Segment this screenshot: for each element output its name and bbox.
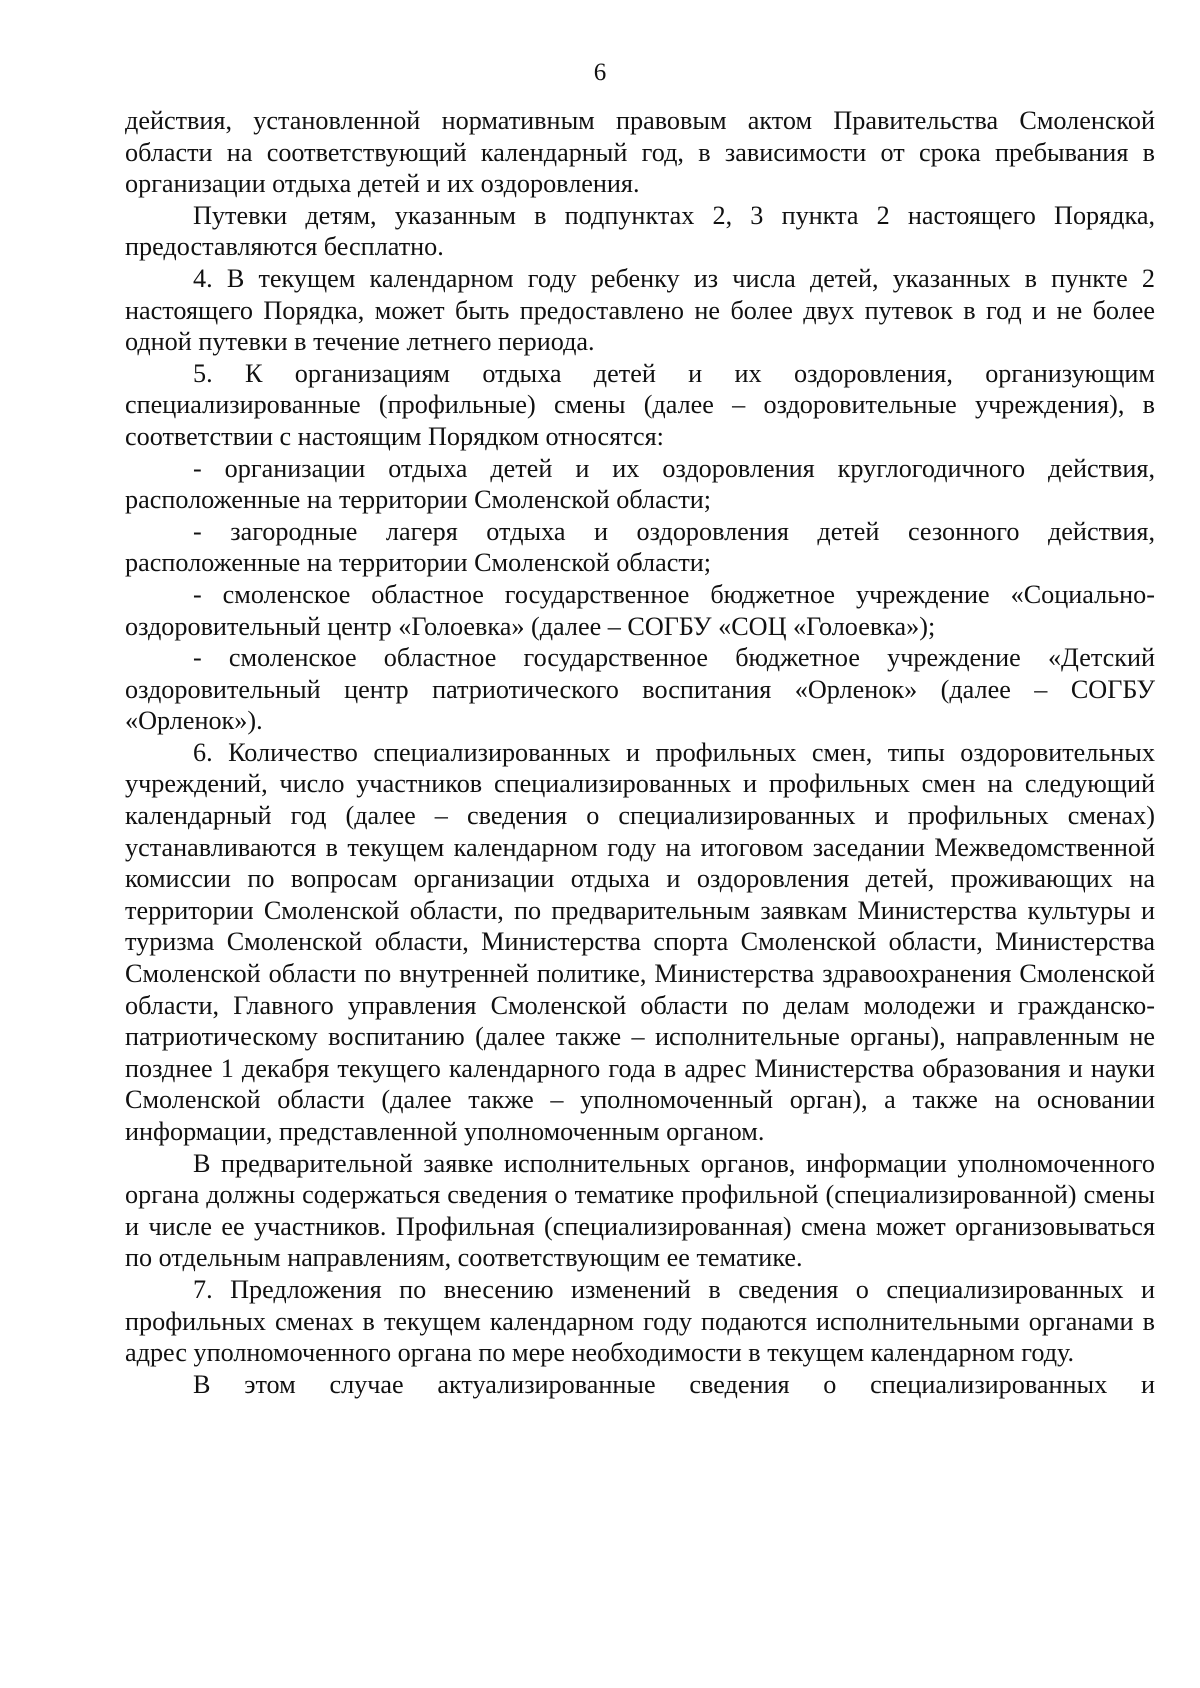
page-number: 6 [593, 59, 607, 86]
paragraph-item-6: 6. Количество специализированных и профильных смен, типы оздоровительных учреждений, число участников специализированных и профильных смен на следующий календарный год (далее – сведения о специализированных и профильных сменах) устанавливаются в текущем календарном году на итоговом заседании Межведомственной комиссии по вопросам организации отдыха и оздоровления детей, проживающих на территории Смоленской области, по предварительным заявкам Министерства культуры и туризма Смоленской области, Министерства спорта Смоленской области, Министерства Смоленской области по внутренней политике, Министерства здравоохранения Смоленской области, Главного управления Смоленской области по делам молодежи и гражданско-патриотическому воспитанию (далее также – исполнительные органы), направленным не позднее 1 декабря текущего календарного года в адрес Министерства образования и науки Смоленской области (далее также – уполномоченный орган), а также на основании информации, представленной уполномоченным органом. [125, 737, 1155, 1146]
paragraph-preliminary-application: В предварительной заявке исполнительных органов, информации уполномоченного органа должны содержаться сведения о тематике профильной (специализированной) смены и числе ее участников. Профильная (специализированная) смена может организовываться по отдельным направлениям, соответствующим ее тематике. [125, 1148, 1155, 1273]
paragraph-continuation: действия, установленной нормативным правовым актом Правительства Смоленской области на соответствующий календарный год, в зависимости от срока пребывания в организации отдыха детей и их оздоровления. [125, 106, 1155, 199]
document-body [125, 105, 1155, 1400]
list-item-year-round-organizations: - организации отдыха детей и их оздоровления круглогодичного действия, расположенные на территории Смоленской области; [125, 453, 1155, 515]
list-item-sogbu-golоevka: - смоленское областное государственное бюджетное учреждение «Социально-оздоровительный центр «Голоевка» (далее – СОГБУ «СОЦ «Голоевка»); [125, 579, 1155, 641]
paragraph-item-4: 4. В текущем календарном году ребенку из числа детей, указанных в пункте 2 настоящего Порядка, может быть предоставлено не более двух путевок в год и не более одной путевки в течение летнего периода. [125, 263, 1155, 357]
list-item-sogbu-orlenok: - смоленское областное государственное бюджетное учреждение «Детский оздоровительный центр патриотического воспитания «Орленок» (далее – СОГБУ «Орленок»). [125, 643, 1155, 736]
paragraph-item-5: 5. К организациям отдыха детей и их оздоровления, организующим специализированные (профильные) смены (далее – оздоровительные учреждения), в соответствии с настоящим Порядком относятся: [125, 358, 1155, 451]
list-item-seasonal-camps: - загородные лагеря отдыха и оздоровления детей сезонного действия, расположенные на территории Смоленской области; [125, 516, 1155, 578]
paragraph-updated-info: В этом случае актуализированные сведения о специализированных и [193, 1369, 1155, 1399]
paragraph-item-7: 7. Предложения по внесению изменений в сведения о специализированных и профильных сменах в текущем календарном году подаются исполнительными органами в адрес уполномоченного органа по мере необходимости в текущем календарном году. [125, 1274, 1155, 1368]
paragraph-free-vouchers: Путевки детям, указанным в подпунктах 2, 3 пункта 2 настоящего Порядка, предоставляются бесплатно. [125, 200, 1155, 262]
